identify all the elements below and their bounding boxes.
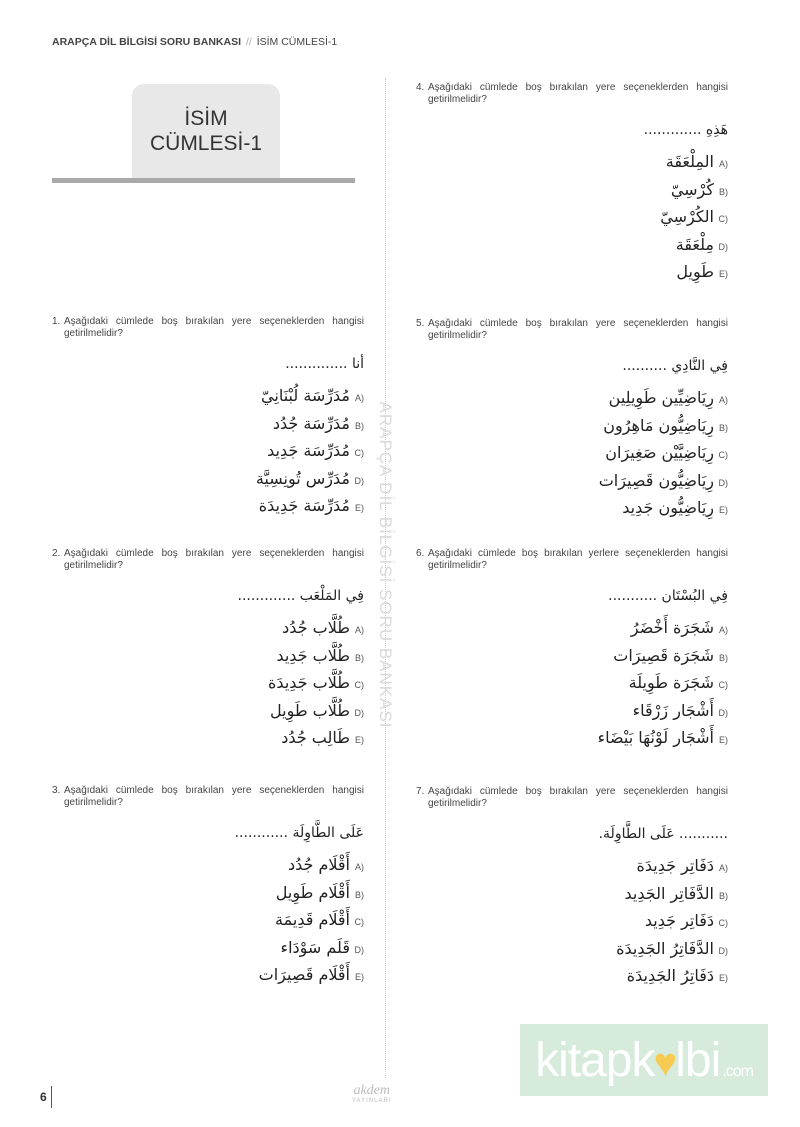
option-text: دَفَاتِر جَدِيد	[644, 911, 714, 930]
question-number: 7.	[416, 786, 425, 797]
series-title: ARAPÇA DİL BİLGİSİ SORU BANKASI	[52, 36, 242, 48]
vertical-watermark: ARAPÇA DİL BİLGİSİ SORU BANKASI	[376, 401, 395, 729]
option-text: شَجَرَة طَوِيلَة	[628, 673, 714, 692]
options-list	[52, 851, 364, 989]
option-letter: D)	[718, 707, 728, 718]
answer-option-e[interactable]	[416, 258, 728, 286]
option-text: الكُرْسِيّ	[660, 207, 714, 226]
question-6	[416, 548, 728, 752]
option-letter: A)	[719, 159, 728, 169]
answer-option-d[interactable]	[52, 465, 364, 493]
question-prompt: Aşağıdaki cümlede boş bırakılan yere seçeneklerden hangisi getirilmelidir?	[428, 82, 728, 105]
option-text: أَقْلَام قَدِيمَة	[275, 910, 350, 929]
option-letter: E)	[719, 505, 728, 515]
answer-option-d[interactable]	[52, 934, 364, 962]
question-prompt: Aşağıdaki cümlede boş bırakılan yere seçeneklerden hangisi getirilmelidir?	[64, 548, 364, 571]
options-list	[416, 614, 728, 752]
option-letter: C)	[354, 680, 364, 690]
answer-option-e[interactable]	[52, 492, 364, 520]
option-letter: A)	[719, 395, 728, 405]
question-number: 5.	[416, 318, 425, 329]
question-prompt: Aşağıdaki cümlede boş bırakılan yere seçeneklerden hangisi getirilmelidir?	[64, 316, 364, 339]
question-7	[416, 786, 728, 990]
question-sentence: فِي المَلْعَب .............	[237, 588, 364, 604]
answer-option-b[interactable]	[52, 879, 364, 907]
option-text: مُدَرِّسَة جُدُد	[272, 413, 350, 433]
option-letter: B)	[719, 186, 728, 197]
title-underline-bar	[52, 178, 355, 183]
option-text: كُرْسِيّ	[670, 179, 714, 199]
question-3	[52, 785, 364, 989]
option-text: رِيَاضِيُّون قَصِيرَات	[598, 470, 714, 490]
option-letter: B)	[355, 889, 364, 900]
option-letter: E)	[719, 735, 728, 745]
answer-option-e[interactable]	[416, 962, 728, 990]
option-letter: A)	[719, 625, 728, 635]
option-text: مُدَرِّسَة لُبْنَانِيّ	[261, 386, 350, 405]
answer-option-b[interactable]	[52, 642, 364, 670]
option-letter: B)	[355, 652, 364, 663]
option-letter: A)	[719, 863, 728, 873]
option-text: طُلَّاب طَوِيل	[270, 700, 350, 720]
option-text: دَفَاتِر جَدِيدَة	[636, 856, 714, 875]
option-letter: D)	[354, 944, 364, 955]
option-text: الدَّفَاتِرُ الجَدِيدَة	[616, 938, 714, 958]
question-prompt: Aşağıdaki cümlede boş bırakılan yerlere seçeneklerden hangisi getirilmelidir?	[428, 548, 728, 571]
option-text: شَجَرَة أَخْضَرُ	[630, 618, 714, 637]
answer-option-d[interactable]	[416, 467, 728, 495]
option-text: أَقْلَام طَوِيل	[275, 882, 350, 902]
question-number: 6.	[416, 548, 425, 559]
answer-option-d[interactable]	[52, 697, 364, 725]
page-number: 6	[40, 1086, 52, 1108]
question-prompt: Aşağıdaki cümlede boş bırakılan yere seçeneklerden hangisi getirilmelidir?	[64, 785, 364, 808]
answer-option-d[interactable]	[416, 935, 728, 963]
option-letter: A)	[355, 862, 364, 872]
topic-title: İSİM CÜMLESİ-1	[256, 36, 338, 48]
option-letter: E)	[355, 503, 364, 513]
option-letter: B)	[719, 890, 728, 901]
answer-option-e[interactable]	[416, 494, 728, 522]
option-text: مُدَرِّسَة جَدِيد	[267, 441, 350, 460]
option-text: طُلَّاب جُدُد	[282, 618, 350, 637]
answer-option-c[interactable]	[52, 437, 364, 465]
option-letter: C)	[718, 214, 728, 224]
answer-option-b[interactable]	[52, 410, 364, 438]
section-title: İSİM CÜMLESİ-1	[149, 107, 263, 155]
option-text: قَلَم سَوْدَاء	[280, 937, 350, 957]
option-text: أَشْجَار زَرْقَاء	[632, 700, 714, 720]
answer-option-b[interactable]	[416, 412, 728, 440]
answer-option-d[interactable]	[416, 697, 728, 725]
option-text: مِلْعَقَة	[675, 234, 714, 254]
answer-option-e[interactable]	[52, 724, 364, 752]
option-letter: C)	[354, 917, 364, 927]
section-title-box	[132, 84, 280, 178]
answer-option-a[interactable]	[416, 614, 728, 642]
option-letter: D)	[718, 945, 728, 956]
options-list	[416, 852, 728, 990]
option-letter: A)	[355, 625, 364, 635]
option-letter: C)	[354, 448, 364, 458]
question-4	[416, 82, 728, 286]
question-sentence: ........... عَلَى الطَّاوِلَة.	[598, 826, 728, 842]
answer-option-a[interactable]	[416, 852, 728, 880]
answer-option-a[interactable]	[416, 148, 728, 176]
answer-option-a[interactable]	[52, 851, 364, 879]
running-header	[52, 36, 337, 48]
answer-option-c[interactable]	[416, 669, 728, 697]
option-letter: C)	[718, 450, 728, 460]
question-sentence: عَلَى الطَّاوِلَة ............	[234, 825, 364, 841]
answer-option-b[interactable]	[416, 880, 728, 908]
question-5	[416, 318, 728, 522]
option-letter: C)	[718, 918, 728, 928]
question-prompt: Aşağıdaki cümlede boş bırakılan yere seçeneklerden hangisi getirilmelidir?	[428, 318, 728, 341]
options-list	[416, 384, 728, 522]
question-number: 2.	[52, 548, 61, 559]
answer-option-c[interactable]	[416, 203, 728, 231]
answer-option-c[interactable]	[416, 907, 728, 935]
option-text: أَشْجَار لَوْنُهَا بَيْضَاء	[597, 728, 714, 747]
question-prompt: Aşağıdaki cümlede boş bırakılan yere seçeneklerden hangisi getirilmelidir?	[428, 786, 728, 809]
option-letter: B)	[719, 422, 728, 433]
option-text: رِيَاضِيَّيْن صَغِيرَان	[605, 443, 714, 462]
option-letter: B)	[719, 652, 728, 663]
options-list	[52, 614, 364, 752]
option-text: طُلَّاب جَدِيدَة	[268, 673, 350, 692]
option-text: رِيَاضِيُّون جَدِيد	[622, 498, 714, 517]
question-number: 3.	[52, 785, 61, 796]
site-watermark-logo: kitapk ♥ lbi .com	[520, 1024, 768, 1096]
answer-option-a[interactable]	[416, 384, 728, 412]
answer-option-c[interactable]	[416, 439, 728, 467]
answer-option-b[interactable]	[416, 176, 728, 204]
answer-option-a[interactable]	[52, 382, 364, 410]
option-letter: D)	[354, 707, 364, 718]
option-text: مُدَرِّس تُونِسِيَّة	[255, 468, 350, 488]
answer-option-c[interactable]	[52, 669, 364, 697]
option-letter: D)	[354, 475, 364, 486]
header-separator: //	[245, 36, 252, 48]
option-letter: D)	[718, 477, 728, 488]
option-text: المِلْعَقَة	[665, 152, 714, 171]
option-text: مُدَرِّسَة جَدِيدَة	[258, 496, 350, 515]
option-text: أَقْلَام قَصِيرَات	[258, 965, 350, 984]
option-letter: E)	[719, 269, 728, 279]
answer-option-e[interactable]	[52, 961, 364, 989]
question-number: 4.	[416, 82, 425, 93]
answer-option-b[interactable]	[416, 642, 728, 670]
answer-option-a[interactable]	[52, 614, 364, 642]
option-text: طَالِب جُدُد	[281, 728, 350, 747]
options-list	[52, 382, 364, 520]
option-letter: E)	[355, 735, 364, 745]
question-2	[52, 548, 364, 752]
question-sentence: أنا ..............	[285, 356, 364, 372]
question-sentence: فِي البُسْتَان ...........	[608, 588, 728, 604]
option-text: دَفَاتِرُ الجَدِيدَة	[626, 966, 714, 985]
option-text: رِيَاضِيُّون مَاهِرُون	[603, 415, 714, 435]
question-sentence: فِي النَّادِي ..........	[622, 358, 728, 374]
option-letter: E)	[355, 972, 364, 982]
answer-option-d[interactable]	[416, 231, 728, 259]
option-letter: A)	[355, 393, 364, 403]
options-list	[416, 148, 728, 286]
publisher-logo: akdem YAYINLARI	[352, 1083, 392, 1104]
question-sentence: هَذِهِ .............	[643, 122, 728, 138]
option-text: طَوِيل	[676, 262, 714, 281]
option-text: طُلَّاب جَدِيد	[276, 645, 350, 665]
question-number: 1.	[52, 316, 61, 327]
option-letter: C)	[718, 680, 728, 690]
option-letter: D)	[718, 241, 728, 252]
heart-icon: ♥	[653, 1040, 677, 1085]
option-text: أَقْلَام جُدُد	[287, 855, 350, 874]
answer-option-c[interactable]	[52, 906, 364, 934]
option-text: رِيَاضِيِّين طَوِيلِين	[608, 388, 714, 407]
option-text: شَجَرَة قَصِيرَات	[613, 645, 714, 665]
option-text: الدَّفَاتِر الجَدِيد	[624, 883, 714, 903]
option-letter: B)	[355, 420, 364, 431]
option-letter: E)	[719, 973, 728, 983]
question-1	[52, 316, 364, 520]
answer-option-e[interactable]	[416, 724, 728, 752]
